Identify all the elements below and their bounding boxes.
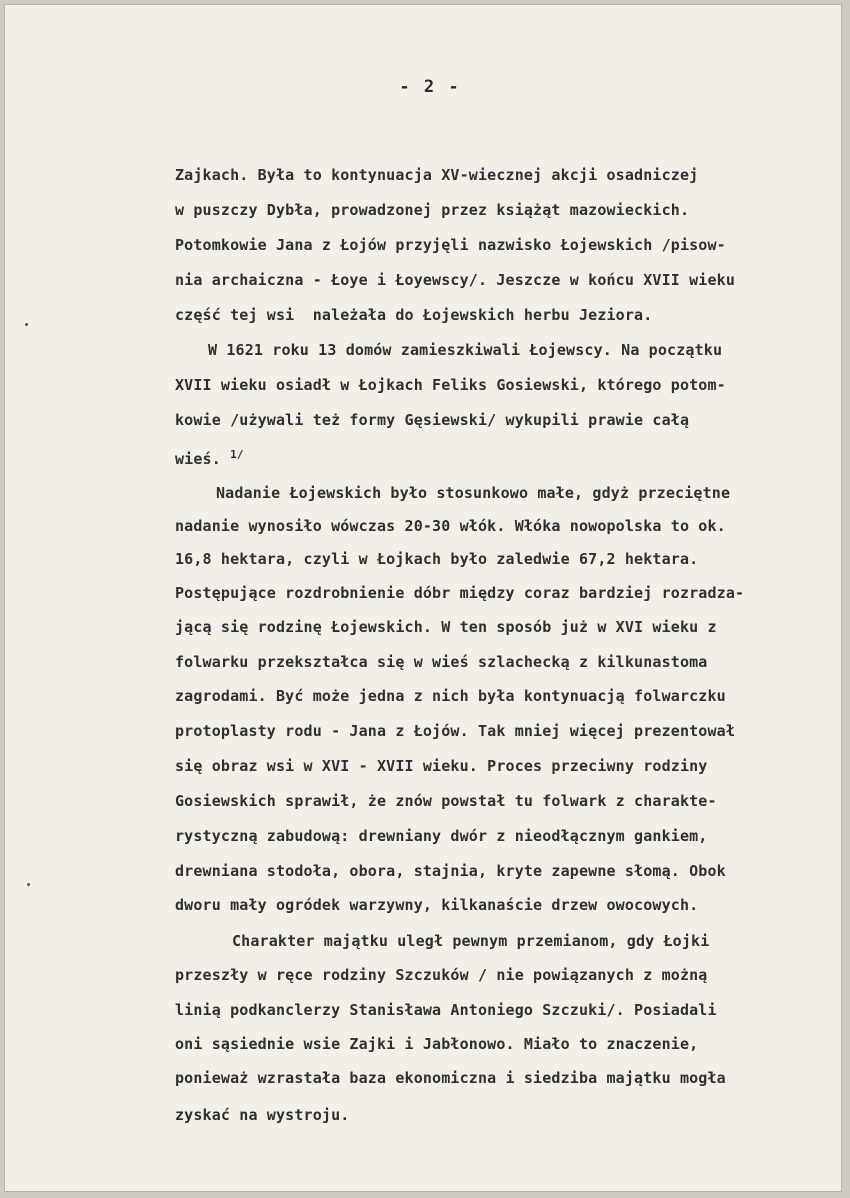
- text-line: Gosiewskich sprawił, że znów powstał tu folwark z charakte-: [175, 792, 717, 810]
- text-line: drewniana stodoła, obora, stajnia, kryte zapewne słomą. Obok: [175, 862, 726, 880]
- text-line: W 1621 roku 13 domów zamieszkiwali Łojewscy. Na początku: [208, 341, 723, 359]
- text-line: część tej wsi należała do Łojewskich herbu Jeziora.: [175, 306, 653, 324]
- text-line: dworu mały ogródek warzywny, kilkanaście drzew owocowych.: [175, 896, 699, 914]
- text-line: zagrodami. Być może jedna z nich była kontynuacją folwarczku: [175, 687, 726, 705]
- text-line: jącą się rodzinę Łojewskich. W ten sposób już w XVI wieku z: [175, 618, 717, 636]
- text-line: protoplasty rodu - Jana z Łojów. Tak mniej więcej prezentował: [175, 722, 736, 740]
- text-line: przeszły w ręce rodziny Szczuków / nie powiązanych z możną: [175, 966, 708, 984]
- text-line: folwarku przekształca się w wieś szlachecką z kilkunastoma: [175, 653, 708, 671]
- footnote-reference: 1/: [230, 448, 244, 461]
- text-line: ponieważ wzrastała baza ekonomiczna i siedziba majątku mogła: [175, 1069, 726, 1087]
- text-line: zyskać na wystroju.: [175, 1106, 350, 1124]
- text-line: linią podkanclerzy Stanisława Antoniego Szczuki/. Posiadali: [175, 1001, 717, 1019]
- text-line: Nadanie Łojewskich było stosunkowo małe, gdyż przeciętne: [216, 484, 731, 502]
- text-line: Postępujące rozdrobnienie dóbr między coraz bardziej rozradza-: [175, 584, 745, 602]
- text-line: rystyczną zabudową: drewniany dwór z nieodłącznym gankiem,: [175, 827, 708, 845]
- text-line: XVII wieku osiadł w Łojkach Feliks Gosiewski, którego potom-: [175, 376, 726, 394]
- text-line: wieś. $^{1/}$: [175, 448, 244, 468]
- text-line: kowie /używali też formy Gęsiewski/ wykupili prawie całą: [175, 411, 690, 429]
- text-line: Charakter majątku uległ pewnym przemianom, gdy Łojki: [232, 932, 710, 950]
- text-line: nia archaiczna - Łoye i Łoyewscy/. Jeszcze w końcu XVII wieku: [175, 271, 736, 289]
- margin-dot: [25, 323, 28, 326]
- text-line: w puszczy Dybła, prowadzonej przez książąt mazowieckich.: [175, 201, 690, 219]
- text-line: Potomkowie Jana z Łojów przyjęli nazwisko Łojewskich /pisow-: [175, 236, 726, 254]
- document-page: [4, 4, 842, 1192]
- margin-dot: [27, 883, 30, 886]
- text-line: oni sąsiednie wsie Zajki i Jabłonowo. Miało to znaczenie,: [175, 1035, 699, 1053]
- text-line: nadanie wynosiło wówczas 20-30 włók. Włóka nowopolska to ok.: [175, 517, 726, 535]
- text-line: 16,8 hektara, czyli w Łojkach było zaledwie 67,2 hektara.: [175, 550, 699, 568]
- page-number: - 2 -: [399, 77, 461, 97]
- text-line: się obraz wsi w XVI - XVII wieku. Proces przeciwny rodziny: [175, 757, 708, 775]
- text-line: Zajkach. Była to kontynuacja XV-wiecznej akcji osadniczej: [175, 166, 699, 184]
